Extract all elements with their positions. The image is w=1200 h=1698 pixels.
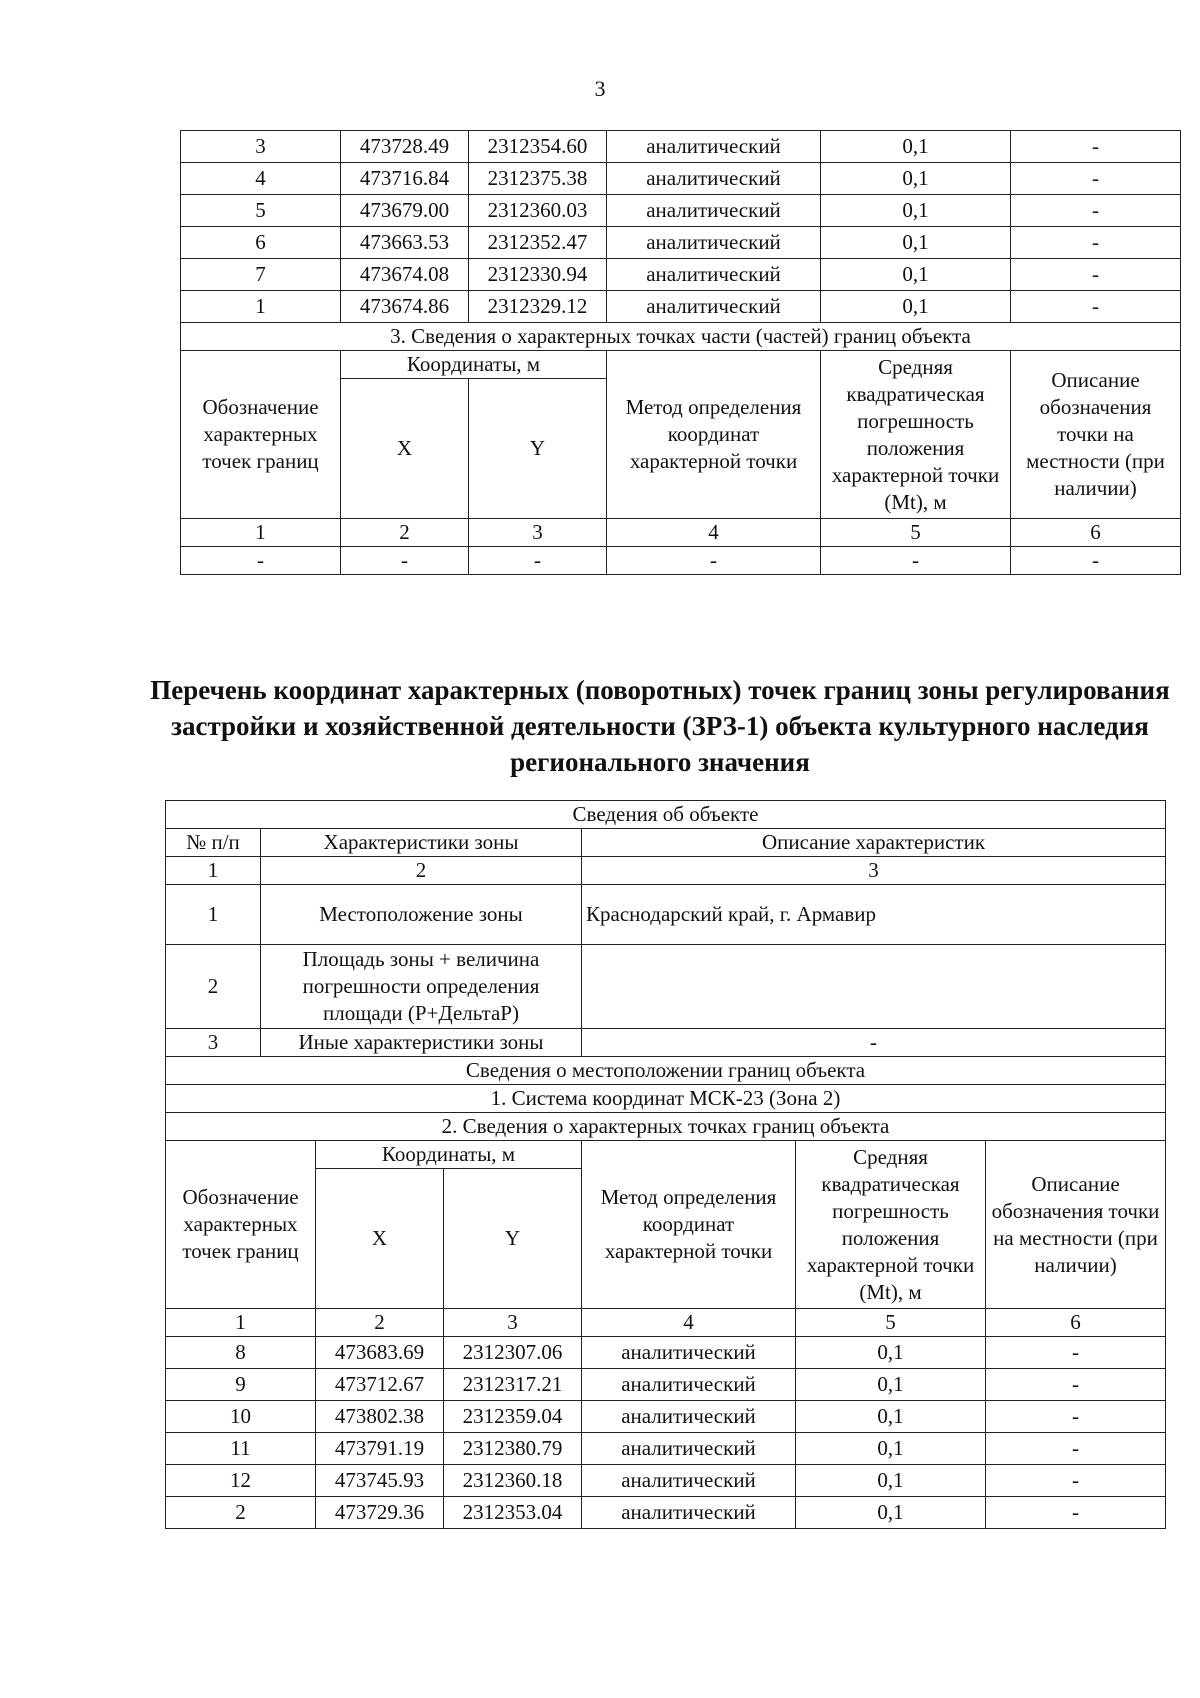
error: 0,1 — [796, 1369, 986, 1401]
point-id: 11 — [166, 1433, 316, 1465]
row-value — [582, 945, 1166, 1029]
object-info-title: Сведения об объекте — [166, 801, 1166, 829]
description: - — [986, 1337, 1166, 1369]
method: аналитический — [607, 163, 821, 195]
method: аналитический — [607, 227, 821, 259]
description: - — [1011, 259, 1181, 291]
col-number: 1 — [166, 1309, 316, 1337]
location-title: Сведения о местоположении границ объекта — [166, 1057, 1166, 1085]
col-number: 6 — [986, 1309, 1166, 1337]
table-row — [166, 1337, 1166, 1369]
coord-y: 2312352.47 — [469, 227, 607, 259]
coord-x: 473679.00 — [341, 195, 469, 227]
coord-y: 2312359.04 — [444, 1401, 582, 1433]
table-row — [166, 1465, 1166, 1497]
coord-x: 473745.93 — [316, 1465, 444, 1497]
description: - — [986, 1433, 1166, 1465]
table-row — [166, 1433, 1166, 1465]
error: 0,1 — [821, 163, 1011, 195]
header-characteristics: Характеристики зоны — [261, 829, 582, 857]
coord-y: 2312380.79 — [444, 1433, 582, 1465]
header-designation: Обозначение характерных точек границ — [181, 351, 341, 519]
col-number: 5 — [796, 1309, 986, 1337]
description: - — [1011, 131, 1181, 163]
coord-x: 473712.67 — [316, 1369, 444, 1401]
header-method: Метод определения координат характерной точки — [607, 351, 821, 519]
section-2-title: 2. Сведения о характерных точках границ объекта — [166, 1113, 1166, 1141]
row-value: Краснодарский край, г. Армавир — [582, 885, 1166, 945]
method: аналитический — [607, 195, 821, 227]
row-num: 2 — [166, 945, 261, 1029]
row-num: 1 — [166, 885, 261, 945]
header-y: Y — [469, 379, 607, 519]
point-id: 5 — [181, 195, 341, 227]
point-id: 6 — [181, 227, 341, 259]
table-row — [181, 291, 1181, 323]
point-id: 4 — [181, 163, 341, 195]
method: аналитический — [582, 1337, 796, 1369]
header-num: № п/п — [166, 829, 261, 857]
coord-y: 2312329.12 — [469, 291, 607, 323]
error: 0,1 — [821, 131, 1011, 163]
col-number: 2 — [316, 1309, 444, 1337]
table-row — [166, 1369, 1166, 1401]
coord-y: 2312317.21 — [444, 1369, 582, 1401]
point-id: 2 — [166, 1497, 316, 1529]
empty-cell: - — [469, 547, 607, 575]
error: 0,1 — [796, 1337, 986, 1369]
method: аналитический — [582, 1369, 796, 1401]
page-number: 3 — [594, 76, 606, 101]
col-number: 2 — [261, 857, 582, 885]
col-number: 5 — [821, 519, 1011, 547]
header-coordinates: Координаты, м — [341, 351, 607, 379]
col-number: 4 — [582, 1309, 796, 1337]
col-number: 1 — [166, 857, 261, 885]
coord-x: 473716.84 — [341, 163, 469, 195]
method: аналитический — [582, 1465, 796, 1497]
error: 0,1 — [796, 1465, 986, 1497]
empty-cell: - — [341, 547, 469, 575]
coord-x: 473663.53 — [341, 227, 469, 259]
document-title: Перечень координат характерных (поворотных) точек границ зоны регулирования застройки и хозяйственной деятельности (ЗРЗ-1) объекта культурного наследия регионального значения — [150, 675, 1170, 777]
empty-cell: - — [181, 547, 341, 575]
coord-y: 2312330.94 — [469, 259, 607, 291]
description: - — [986, 1465, 1166, 1497]
coord-x: 473683.69 — [316, 1337, 444, 1369]
coord-y: 2312375.38 — [469, 163, 607, 195]
header-designation: Обозначение характерных точек границ — [166, 1141, 316, 1309]
table-row — [181, 227, 1181, 259]
table-row — [166, 1401, 1166, 1433]
col-number: 3 — [444, 1309, 582, 1337]
coord-x: 473674.08 — [341, 259, 469, 291]
col-number: 3 — [582, 857, 1166, 885]
point-id: 10 — [166, 1401, 316, 1433]
coord-y: 2312354.60 — [469, 131, 607, 163]
col-number: 3 — [469, 519, 607, 547]
coord-y: 2312360.18 — [444, 1465, 582, 1497]
row-value: - — [582, 1029, 1166, 1057]
point-id: 9 — [166, 1369, 316, 1401]
method: аналитический — [607, 131, 821, 163]
zone-coordinates-table — [165, 800, 1166, 1529]
col-number: 1 — [181, 519, 341, 547]
header-method: Метод определения координат характерной точки — [582, 1141, 796, 1309]
error: 0,1 — [796, 1497, 986, 1529]
description: - — [1011, 195, 1181, 227]
error: 0,1 — [821, 195, 1011, 227]
method: аналитический — [607, 259, 821, 291]
coordinate-system-title: 1. Система координат МСК-23 (Зона 2) — [166, 1085, 1166, 1113]
coord-y: 2312307.06 — [444, 1337, 582, 1369]
col-number: 2 — [341, 519, 469, 547]
description: - — [1011, 227, 1181, 259]
col-number: 4 — [607, 519, 821, 547]
description: - — [986, 1401, 1166, 1433]
empty-cell: - — [607, 547, 821, 575]
row-name: Местоположение зоны — [261, 885, 582, 945]
empty-cell: - — [821, 547, 1011, 575]
row-name: Площадь зоны + величина погрешности определения площади (P+ДельтаP) — [261, 945, 582, 1029]
header-description: Описание обозначения точки на местности (при наличии) — [1011, 351, 1181, 519]
error: 0,1 — [796, 1433, 986, 1465]
header-x: X — [341, 379, 469, 519]
table-row — [181, 163, 1181, 195]
coord-y: 2312360.03 — [469, 195, 607, 227]
header-x: X — [316, 1169, 444, 1309]
method: аналитический — [582, 1497, 796, 1529]
header-description: Описание обозначения точки на местности (при наличии) — [986, 1141, 1166, 1309]
description: - — [986, 1497, 1166, 1529]
header-y: Y — [444, 1169, 582, 1309]
table-row — [166, 1497, 1166, 1529]
method: аналитический — [607, 291, 821, 323]
description: - — [1011, 163, 1181, 195]
coord-y: 2312353.04 — [444, 1497, 582, 1529]
header-coordinates: Координаты, м — [316, 1141, 582, 1169]
error: 0,1 — [796, 1401, 986, 1433]
method: аналитический — [582, 1401, 796, 1433]
row-num: 3 — [166, 1029, 261, 1057]
header-error: Средняя квадратическая погрешность положения характерной точки (Mt), м — [821, 351, 1011, 519]
coord-x: 473802.38 — [316, 1401, 444, 1433]
point-id: 8 — [166, 1337, 316, 1369]
error: 0,1 — [821, 227, 1011, 259]
table-row — [181, 195, 1181, 227]
description: - — [986, 1369, 1166, 1401]
empty-cell: - — [1011, 547, 1181, 575]
description: - — [1011, 291, 1181, 323]
point-id: 7 — [181, 259, 341, 291]
coord-x: 473674.86 — [341, 291, 469, 323]
error: 0,1 — [821, 259, 1011, 291]
point-id: 1 — [181, 291, 341, 323]
coord-x: 473729.36 — [316, 1497, 444, 1529]
table-row — [181, 259, 1181, 291]
error: 0,1 — [821, 291, 1011, 323]
table-row — [181, 131, 1181, 163]
method: аналитический — [582, 1433, 796, 1465]
header-characteristics-description: Описание характеристик — [582, 829, 1166, 857]
point-id: 3 — [181, 131, 341, 163]
coordinates-table-continued — [180, 130, 1181, 575]
point-id: 12 — [166, 1465, 316, 1497]
header-error: Средняя квадратическая погрешность положения характерной точки (Mt), м — [796, 1141, 986, 1309]
row-name: Иные характеристики зоны — [261, 1029, 582, 1057]
coord-x: 473728.49 — [341, 131, 469, 163]
section-3-title: 3. Сведения о характерных точках части (частей) границ объекта — [181, 323, 1181, 351]
coord-x: 473791.19 — [316, 1433, 444, 1465]
col-number: 6 — [1011, 519, 1181, 547]
